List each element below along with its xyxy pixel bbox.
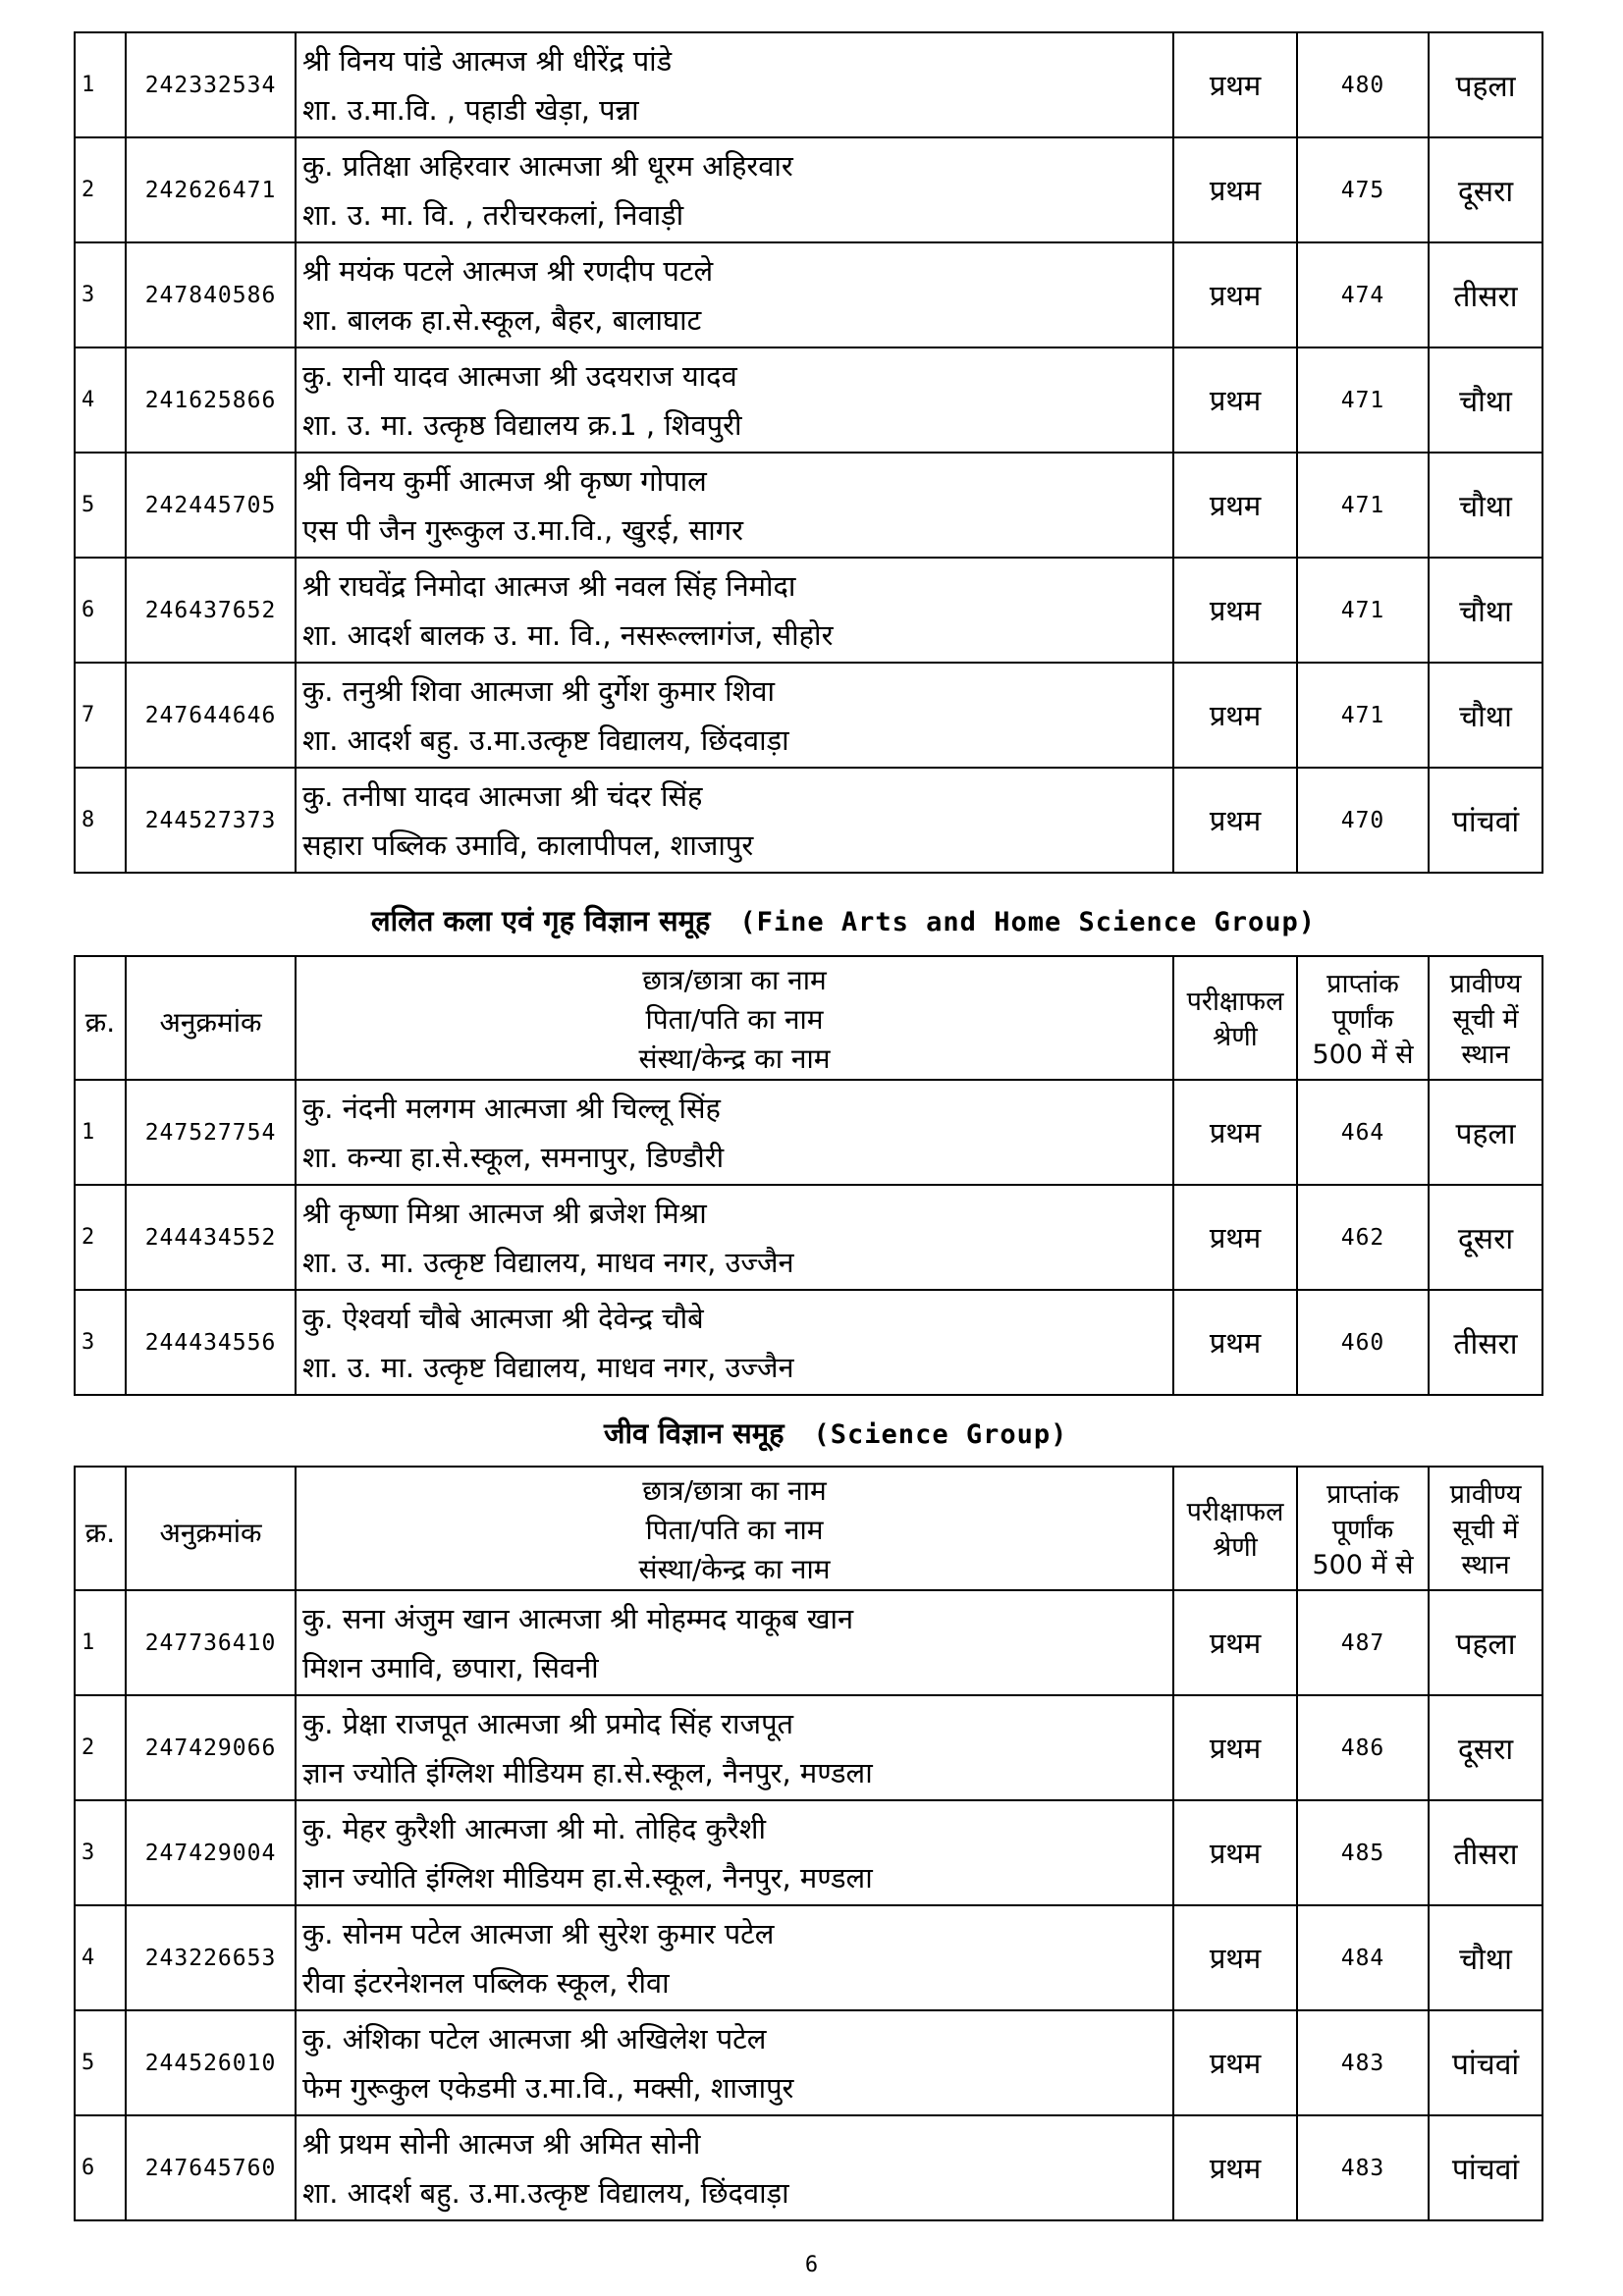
header-rank — [1429, 1467, 1542, 1590]
header-rank — [1429, 956, 1542, 1080]
header-marks-line: पूर्णांक — [1331, 1004, 1394, 1035]
division: प्रथम — [1173, 1800, 1297, 1905]
merit-table-body — [75, 32, 1542, 873]
serial-number: 5 — [75, 2010, 126, 2115]
header-name — [296, 1467, 1173, 1590]
table-row — [75, 347, 1542, 453]
merit-rank: पहला — [1429, 1080, 1542, 1185]
institution-name: रीवा इंटरनेशनल पब्लिक स्कूल, रीवा — [302, 1965, 670, 2000]
serial-number: 3 — [75, 242, 126, 347]
division: प्रथम — [1173, 768, 1297, 873]
marks-obtained: 483 — [1297, 2115, 1429, 2220]
marks-obtained: 484 — [1297, 1905, 1429, 2010]
student-name: कु. तनुश्री शिवा आत्मजा श्री दुर्गेश कुमार शिवा — [302, 673, 776, 708]
serial-number: 2 — [75, 137, 126, 242]
header-division — [1173, 956, 1297, 1080]
student-cell — [296, 137, 1173, 242]
header-name-line: संस्था/केन्द्र का नाम — [638, 1553, 831, 1585]
header-marks-line: 500 में से — [1312, 1550, 1414, 1580]
roll-number: 242445705 — [126, 453, 296, 558]
serial-number: 2 — [75, 1185, 126, 1290]
serial-number: 4 — [75, 1905, 126, 2010]
institution-name: ज्ञान ज्योति इंग्लिश मीडियम हा.से.स्कूल, नैनपुर, मण्डला — [302, 1755, 873, 1789]
header-marks-line: प्राप्तांक — [1326, 969, 1399, 999]
student-cell — [296, 558, 1173, 663]
header-division-line: श्रेणी — [1213, 1532, 1258, 1563]
division: प्रथम — [1173, 347, 1297, 453]
serial-number: 1 — [75, 32, 126, 137]
merit-rank: पांचवां — [1429, 768, 1542, 873]
header-name-line: संस्था/केन्द्र का नाम — [638, 1042, 831, 1075]
serial-number: 2 — [75, 1695, 126, 1800]
division: प्रथम — [1173, 1080, 1297, 1185]
division: प्रथम — [1173, 137, 1297, 242]
header-division — [1173, 1467, 1297, 1590]
section-title-hindi: जीव विज्ञान समूह — [604, 1416, 784, 1450]
header-name-line: पिता/पति का नाम — [645, 1514, 824, 1546]
merit-rank: चौथा — [1429, 453, 1542, 558]
table-row — [75, 137, 1542, 242]
marks-obtained: 485 — [1297, 1800, 1429, 1905]
header-division-line: परीक्षाफल — [1186, 1497, 1284, 1527]
merit-table-body — [75, 1590, 1542, 2220]
header-name-line: छात्र/छात्रा का नाम — [642, 964, 827, 996]
student-cell — [296, 1695, 1173, 1800]
merit-rank: दूसरा — [1429, 1185, 1542, 1290]
section-title-english: (Fine Arts and Home Science Group) — [739, 907, 1317, 937]
division: प्रथम — [1173, 453, 1297, 558]
header-name-line: छात्र/छात्रा का नाम — [642, 1474, 827, 1507]
table-row — [75, 242, 1542, 347]
student-cell — [296, 453, 1173, 558]
student-cell — [296, 347, 1173, 453]
table-row — [75, 1905, 1542, 2010]
roll-number: 247840586 — [126, 242, 296, 347]
roll-number: 247429066 — [126, 1695, 296, 1800]
roll-number: 247429004 — [126, 1800, 296, 1905]
student-name: कु. प्रतिक्षा अहिरवार आत्मजा श्री धूरम अहिरवार — [302, 148, 793, 183]
student-name: श्री विनय कुर्मी आत्मज श्री कृष्ण गोपाल — [302, 463, 707, 498]
division: प्रथम — [1173, 1590, 1297, 1695]
institution-name: शा. आदर्श बालक उ. मा. वि., नसरूल्लागंज, सीहोर — [302, 617, 834, 652]
merit-rank: पहला — [1429, 1590, 1542, 1695]
header-rank-line: सूची में — [1452, 1515, 1519, 1545]
serial-number: 6 — [75, 2115, 126, 2220]
institution-name: शा. आदर्श बहु. उ.मा.उत्कृष्ट विद्यालय, छिंदवाड़ा — [302, 2175, 789, 2210]
division: प्रथम — [1173, 558, 1297, 663]
header-rank-line: प्रावीण्य — [1449, 1479, 1522, 1510]
student-name: श्री मयंक पटले आत्मज श्री रणदीप पटले — [302, 253, 714, 288]
header-rank-line: सूची में — [1452, 1004, 1519, 1035]
merit-rank: तीसरा — [1429, 1290, 1542, 1395]
table-row — [75, 558, 1542, 663]
section-title-hindi: ललित कला एवं गृह विज्ञान समूह — [371, 904, 711, 937]
table-row — [75, 1080, 1542, 1185]
marks-obtained: 464 — [1297, 1080, 1429, 1185]
institution-name: एस पी जैन गुरूकुल उ.मा.वि., खुरई, सागर — [302, 512, 743, 547]
table-row — [75, 32, 1542, 137]
merit-rank: दूसरा — [1429, 137, 1542, 242]
header-roll-number: अनुक्रमांक — [126, 956, 296, 1080]
header-rank-line: स्थान — [1461, 1040, 1510, 1070]
marks-obtained: 474 — [1297, 242, 1429, 347]
serial-number: 3 — [75, 1800, 126, 1905]
institution-name: शा. उ. मा. उत्कृष्ट विद्यालय, माधव नगर, उज्जैन — [302, 1245, 794, 1279]
division: प्रथम — [1173, 2010, 1297, 2115]
institution-name: शा. कन्या हा.से.स्कूल, समनापुर, डिण्डौरी — [302, 1140, 725, 1174]
marks-obtained: 471 — [1297, 453, 1429, 558]
roll-number: 247645760 — [126, 2115, 296, 2220]
section-title-fine-arts — [371, 901, 1316, 939]
institution-name: शा. बालक हा.से.स्कूल, बैहर, बालाघाट — [302, 302, 702, 337]
merit-table-continued — [74, 31, 1543, 874]
table-row — [75, 1590, 1542, 1695]
student-cell — [296, 242, 1173, 347]
student-name: कु. अंशिका पटेल आत्मजा श्री अखिलेश पटेल — [302, 2021, 767, 2056]
roll-number: 246437652 — [126, 558, 296, 663]
student-name: कु. मेहर कुरैशी आत्मजा श्री मो. तोहिद कुरैशी — [302, 1811, 766, 1845]
marks-obtained: 471 — [1297, 663, 1429, 768]
merit-rank: चौथा — [1429, 347, 1542, 453]
institution-name: सहारा पब्लिक उमावि, कालापीपल, शाजापुर — [302, 828, 754, 862]
marks-obtained: 487 — [1297, 1590, 1429, 1695]
merit-table-science — [74, 1466, 1543, 2221]
merit-rank: पांचवां — [1429, 2010, 1542, 2115]
header-name-line: पिता/पति का नाम — [645, 1003, 824, 1036]
student-name: श्री राघवेंद्र निमोदा आत्मज श्री नवल सिंह निमोदा — [302, 568, 796, 603]
roll-number: 241625866 — [126, 347, 296, 453]
division: प्रथम — [1173, 2115, 1297, 2220]
roll-number: 242332534 — [126, 32, 296, 137]
student-name: कु. रानी यादव आत्मजा श्री उदयराज यादव — [302, 358, 737, 393]
institution-name: शा. आदर्श बहु. उ.मा.उत्कृष्ट विद्यालय, छिंदवाड़ा — [302, 722, 789, 757]
merit-rank: तीसरा — [1429, 242, 1542, 347]
student-name: कु. प्रेक्षा राजपूत आत्मजा श्री प्रमोद सिंह राजपूत — [302, 1706, 794, 1740]
student-cell — [296, 1080, 1173, 1185]
institution-name: शा. उ. मा. उत्कृष्ठ विद्यालय क्र.1 , शिवपुरी — [302, 407, 742, 442]
merit-rank: चौथा — [1429, 663, 1542, 768]
student-cell — [296, 1905, 1173, 2010]
table-row — [75, 1185, 1542, 1290]
student-cell — [296, 1590, 1173, 1695]
marks-obtained: 471 — [1297, 347, 1429, 453]
institution-name: फेम गुरूकुल एकेडमी उ.मा.वि., मक्सी, शाजापुर — [302, 2070, 794, 2105]
student-name: श्री प्रथम सोनी आत्मज श्री अमित सोनी — [302, 2126, 701, 2161]
table-row — [75, 1290, 1542, 1395]
institution-name: मिशन उमावि, छपारा, सिवनी — [302, 1650, 599, 1684]
table-header — [75, 956, 1542, 1080]
header-marks — [1297, 1467, 1429, 1590]
serial-number: 5 — [75, 453, 126, 558]
division: प्रथम — [1173, 32, 1297, 137]
table-row — [75, 2115, 1542, 2220]
header-rank-line: स्थान — [1461, 1550, 1510, 1580]
header-sno: क्र. — [75, 1467, 126, 1590]
header-marks — [1297, 956, 1429, 1080]
serial-number: 6 — [75, 558, 126, 663]
student-name: कु. नंदनी मलगम आत्मजा श्री चिल्लू सिंह — [302, 1091, 721, 1125]
division: प्रथम — [1173, 1290, 1297, 1395]
serial-number: 1 — [75, 1080, 126, 1185]
header-rank-line: प्रावीण्य — [1449, 969, 1522, 999]
student-name: कु. ऐश्वर्या चौबे आत्मजा श्री देवेन्द्र चौबे — [302, 1301, 704, 1335]
roll-number: 244526010 — [126, 2010, 296, 2115]
serial-number: 1 — [75, 1590, 126, 1695]
marks-obtained: 460 — [1297, 1290, 1429, 1395]
marks-obtained: 462 — [1297, 1185, 1429, 1290]
institution-name: शा. उ. मा. उत्कृष्ट विद्यालय, माधव नगर, उज्जैन — [302, 1350, 794, 1384]
roll-number: 247644646 — [126, 663, 296, 768]
student-cell — [296, 1290, 1173, 1395]
serial-number: 8 — [75, 768, 126, 873]
student-name: श्री विनय पांडे आत्मज श्री धीरेंद्र पांडे — [302, 43, 673, 78]
student-cell — [296, 32, 1173, 137]
merit-rank: पहला — [1429, 32, 1542, 137]
division: प्रथम — [1173, 663, 1297, 768]
merit-table-fine-arts — [74, 955, 1543, 1396]
merit-rank: तीसरा — [1429, 1800, 1542, 1905]
roll-number: 244527373 — [126, 768, 296, 873]
roll-number: 244434552 — [126, 1185, 296, 1290]
table-row — [75, 2010, 1542, 2115]
roll-number: 243226653 — [126, 1905, 296, 2010]
student-cell — [296, 2115, 1173, 2220]
table-row — [75, 453, 1542, 558]
header-name — [296, 956, 1173, 1080]
page-number: 6 — [804, 2253, 819, 2277]
table-header — [75, 1467, 1542, 1590]
marks-obtained: 475 — [1297, 137, 1429, 242]
serial-number: 4 — [75, 347, 126, 453]
merit-table-body — [75, 1080, 1542, 1395]
student-cell — [296, 2010, 1173, 2115]
division: प्रथम — [1173, 1905, 1297, 2010]
header-roll-number: अनुक्रमांक — [126, 1467, 296, 1590]
roll-number: 247527754 — [126, 1080, 296, 1185]
merit-rank: दूसरा — [1429, 1695, 1542, 1800]
student-name: श्री कृष्णा मिश्रा आत्मज श्री ब्रजेश मिश्रा — [302, 1196, 707, 1230]
roll-number: 244434556 — [126, 1290, 296, 1395]
header-division-line: श्रेणी — [1213, 1022, 1258, 1052]
student-cell — [296, 1185, 1173, 1290]
marks-obtained: 470 — [1297, 768, 1429, 873]
header-marks-line: पूर्णांक — [1331, 1515, 1394, 1545]
table-row — [75, 663, 1542, 768]
institution-name: ज्ञान ज्योति इंग्लिश मीडियम हा.से.स्कूल, नैनपुर, मण्डला — [302, 1860, 873, 1895]
serial-number: 7 — [75, 663, 126, 768]
student-cell — [296, 768, 1173, 873]
section-title-english: (Science Group) — [813, 1419, 1068, 1450]
division: प्रथम — [1173, 242, 1297, 347]
header-marks-line: 500 में से — [1312, 1040, 1414, 1070]
division: प्रथम — [1173, 1185, 1297, 1290]
table-row — [75, 1695, 1542, 1800]
roll-number: 242626471 — [126, 137, 296, 242]
table-row — [75, 768, 1542, 873]
header-marks-line: प्राप्तांक — [1326, 1479, 1399, 1510]
merit-rank: पांचवां — [1429, 2115, 1542, 2220]
merit-rank: चौथा — [1429, 1905, 1542, 2010]
division: प्रथम — [1173, 1695, 1297, 1800]
student-cell — [296, 1800, 1173, 1905]
student-name: कु. सना अंजुम खान आत्मजा श्री मोहम्मद याकूब खान — [302, 1601, 854, 1635]
institution-name: शा. उ.मा.वि. , पहाडी खेड़ा, पन्ना — [302, 92, 639, 127]
institution-name: शा. उ. मा. वि. , तरीचरकलां, निवाड़ी — [302, 197, 684, 232]
table-row — [75, 1800, 1542, 1905]
header-division-line: परीक्षाफल — [1186, 987, 1284, 1017]
header-sno: क्र. — [75, 956, 126, 1080]
merit-rank: चौथा — [1429, 558, 1542, 663]
section-title-science — [604, 1414, 1067, 1452]
marks-obtained: 486 — [1297, 1695, 1429, 1800]
marks-obtained: 471 — [1297, 558, 1429, 663]
serial-number: 3 — [75, 1290, 126, 1395]
student-cell — [296, 663, 1173, 768]
roll-number: 247736410 — [126, 1590, 296, 1695]
marks-obtained: 480 — [1297, 32, 1429, 137]
marks-obtained: 483 — [1297, 2010, 1429, 2115]
student-name: कु. सोनम पटेल आत्मजा श्री सुरेश कुमार पटेल — [302, 1916, 775, 1950]
student-name: कु. तनीषा यादव आत्मजा श्री चंदर सिंह — [302, 778, 703, 813]
